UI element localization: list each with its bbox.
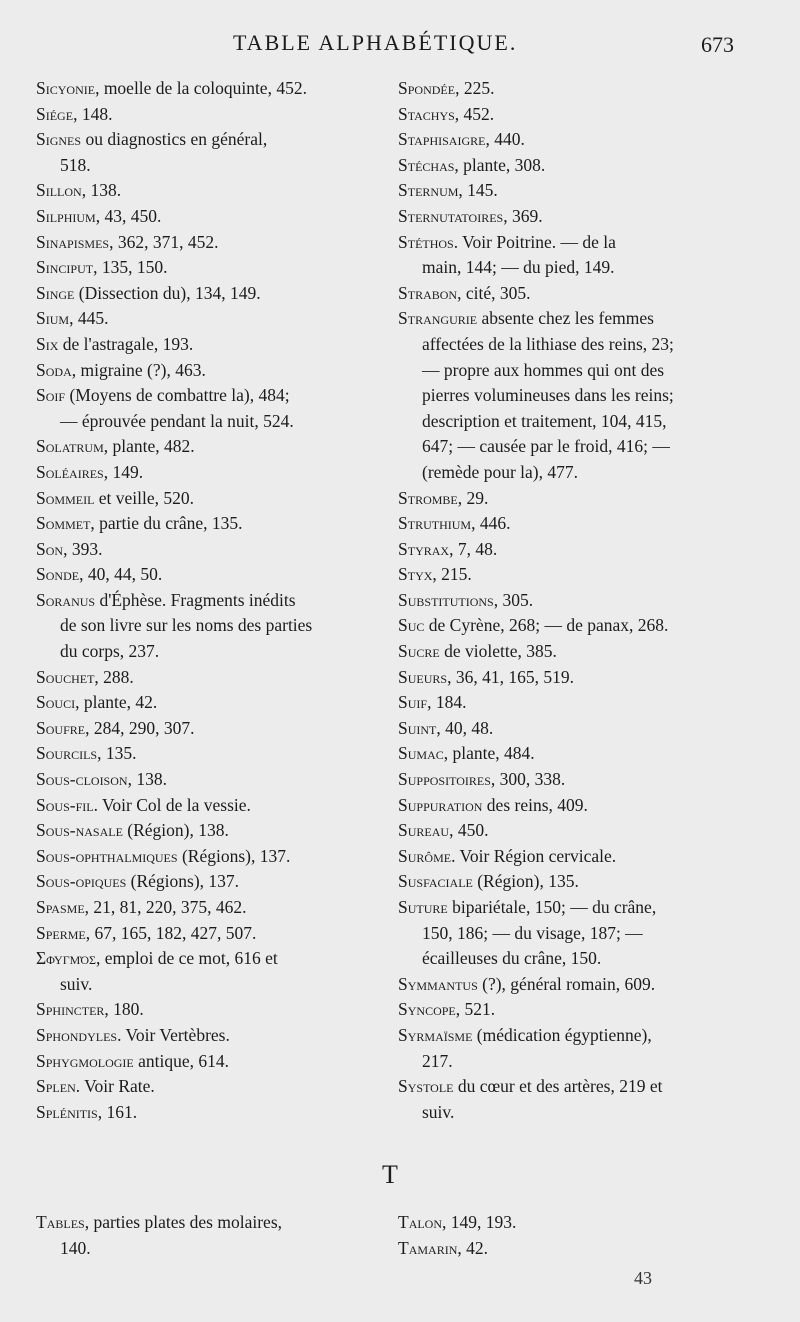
index-entry-line: Strabon, cité, 305. [398, 282, 531, 303]
headword: Sous-cloison [36, 769, 128, 790]
index-entry [36, 511, 381, 537]
headword: Sinciput [36, 257, 94, 278]
index-entry-line: Sommet, partie du crâne, 135. [36, 513, 243, 534]
index-entry-line: Stachys, 452. [398, 103, 495, 124]
index-entry [36, 1100, 381, 1126]
index-entry [36, 460, 381, 486]
headword: Tables [36, 1212, 85, 1232]
index-entry [398, 1074, 743, 1125]
index-entry-line: Spasme, 21, 81, 220, 375, 462. [36, 897, 247, 917]
headword: Souchet [36, 666, 95, 687]
index-entry [36, 997, 381, 1023]
headword: Singe [36, 282, 75, 303]
index-entry-line: Sous-opiques (Régions), 137. [36, 871, 240, 892]
headword: Sous-fil [36, 794, 94, 815]
index-entry-line: Sumac, plante, 484. [398, 743, 535, 764]
index-entry-continuation: 647; — causée par le froid, 416; — [422, 436, 670, 457]
index-entry-line: Suc de Cyrène, 268; — de panax, 268. [398, 615, 669, 636]
index-entry-line: Suif, 184. [398, 692, 467, 713]
section-letter-heading: T [382, 1160, 398, 1189]
headword: Spasme [36, 897, 85, 917]
index-entry-continuation: 217. [422, 1050, 453, 1071]
index-entry-line: Sous-cloison, 138. [36, 769, 167, 790]
index-entry-line: Splénitis, 161. [36, 1101, 138, 1122]
index-entry [36, 562, 381, 588]
index-entry-line: Six de l'astragale, 193. [36, 333, 194, 354]
index-entry [398, 613, 743, 639]
index-entry [398, 306, 743, 485]
headword: Suc [398, 615, 425, 636]
index-entry [398, 741, 743, 767]
index-entry [36, 690, 381, 716]
index-entry-line: Sucre de violette, 385. [398, 641, 557, 662]
headword: Spondée [398, 78, 456, 98]
headword: Sous-ophthalmiques [36, 845, 178, 866]
index-entry-line: Syrmaïsme (médication égyptienne), [398, 1024, 652, 1045]
headword: Sourcils [36, 743, 98, 764]
index-column-left-t [36, 1210, 381, 1261]
index-entry-continuation: suiv. [422, 1101, 455, 1122]
headword: Sous-nasale [36, 820, 123, 841]
index-entry [398, 1023, 743, 1074]
headword: Styx [398, 564, 433, 585]
headword: Sperme [36, 922, 86, 943]
headword: Silphium [36, 205, 96, 226]
headword: Sinapismes [36, 231, 110, 252]
index-entry-line: Sourcils, 135. [36, 743, 137, 764]
index-entry-line: Struthium, 446. [398, 513, 511, 534]
index-entry-line: Souchet, 288. [36, 666, 134, 687]
index-column-right [398, 76, 743, 1125]
index-entry [398, 537, 743, 563]
index-entry [398, 690, 743, 716]
headword: Six [36, 333, 59, 354]
index-entry-line: Singe (Dissection du), 134, 149. [36, 282, 261, 303]
index-entry-line: Suppositoires, 300, 338. [398, 769, 566, 790]
headword: Stéthos [398, 231, 454, 252]
index-entry-continuation: — propre aux hommes qui ont des [422, 359, 665, 380]
index-entry-line: Talon, 149, 193. [398, 1212, 517, 1232]
index-entry-line: Souci, plante, 42. [36, 692, 158, 713]
headword: Susfaciale [398, 871, 473, 892]
headword: Sommet [36, 513, 91, 534]
headword: Strombe [398, 487, 458, 508]
index-entry-continuation: 150, 186; — du visage, 187; — [422, 922, 643, 943]
headword: Substitutions [398, 589, 494, 610]
index-entry [398, 793, 743, 819]
index-entry [36, 588, 381, 665]
index-entry-line: Soléaires, 149. [36, 461, 144, 482]
index-entry-line: Σφυγμός, emploi de ce mot, 616 et [36, 948, 278, 969]
headword: Σφυγμός [36, 948, 96, 969]
index-entry-continuation: — éprouvée pendant la nuit, 524. [60, 410, 294, 431]
headword: Suppuration [398, 794, 483, 815]
index-entry-line: Sternum, 145. [398, 180, 498, 201]
index-entry-continuation: 140. [60, 1237, 91, 1258]
index-entry [36, 332, 381, 358]
index-entry-line: Tamarin, 42. [398, 1237, 488, 1258]
headword: Tamarin [398, 1237, 458, 1258]
index-entry [398, 178, 743, 204]
index-entry-line: Stéchas, plante, 308. [398, 154, 546, 175]
index-entry [36, 716, 381, 742]
index-entry [36, 1210, 381, 1261]
headword: Sureau [398, 820, 450, 841]
index-entry-continuation: du corps, 237. [60, 641, 160, 662]
index-entry [398, 972, 743, 998]
index-entry [398, 869, 743, 895]
headword: Soif [36, 385, 66, 406]
index-entry [36, 76, 381, 102]
index-entry-line: Susfaciale (Région), 135. [398, 871, 579, 892]
headword: Splénitis [36, 1101, 98, 1122]
index-column-right-t [398, 1210, 743, 1261]
index-entry [398, 511, 743, 537]
index-entry [36, 383, 381, 434]
headword: Soufre [36, 717, 86, 738]
index-entry [398, 1210, 743, 1236]
index-entry-line: Soda, migraine (?), 463. [36, 359, 206, 380]
headword: Sumac [398, 743, 444, 764]
headword: Son [36, 538, 64, 559]
headword: Suture [398, 897, 448, 917]
index-entry [398, 127, 743, 153]
headword: Sphygmologie [36, 1050, 134, 1071]
index-entry [36, 127, 381, 178]
index-entry-line: Signes ou diagnostics en général, [36, 129, 268, 150]
index-entry [398, 639, 743, 665]
index-entry-continuation: description et traitement, 104, 415, [422, 410, 667, 431]
index-entry-line: Sureau, 450. [398, 820, 489, 841]
headword: Syncope [398, 999, 456, 1020]
index-entry [36, 1074, 381, 1100]
index-entry-line: Staphisaigre, 440. [398, 129, 525, 150]
index-entry-line: Sommeil et veille, 520. [36, 487, 195, 508]
index-entry [398, 844, 743, 870]
index-entry-line: Sphondyles. Voir Vertèbres. [36, 1024, 230, 1045]
index-entry [36, 818, 381, 844]
index-entry-line: Sium, 445. [36, 308, 109, 329]
index-entry [398, 997, 743, 1023]
index-entry [36, 204, 381, 230]
headword: Sucre [398, 641, 440, 662]
index-entry-line: Suture bipariétale, 150; — du crâne, [398, 897, 657, 917]
index-entry [36, 869, 381, 895]
index-entry-line: Siége, 148. [36, 103, 113, 124]
headword: Solatrum [36, 436, 104, 457]
index-entry-continuation: suiv. [60, 973, 93, 994]
index-entry-continuation: 518. [60, 154, 91, 175]
index-entry-line: Stéthos. Voir Poitrine. — de la [398, 231, 616, 252]
index-entry-line: Suint, 40, 48. [398, 717, 494, 738]
index-entry [398, 76, 743, 102]
index-entry [36, 434, 381, 460]
headword: Struthium [398, 513, 472, 534]
headword: Sommeil [36, 487, 95, 508]
index-entry-line: Sinciput, 135, 150. [36, 257, 168, 278]
headword: Sonde [36, 564, 80, 585]
index-entry [398, 102, 743, 128]
index-entry-line: Sternutatoires, 369. [398, 205, 543, 226]
headword: Sous-opiques [36, 871, 127, 892]
index-entry [398, 767, 743, 793]
headword: Suppositoires [398, 769, 491, 790]
index-entry-line: Sphygmologie antique, 614. [36, 1050, 229, 1071]
index-entry [36, 1049, 381, 1075]
index-entry [36, 102, 381, 128]
index-entry-line: Soufre, 284, 290, 307. [36, 717, 195, 738]
index-entry [398, 1236, 743, 1262]
index-entry [36, 895, 381, 921]
page-title: TABLE ALPHABÉTIQUE. [233, 30, 518, 55]
index-entry-line: Strombe, 29. [398, 487, 489, 508]
index-entry [398, 716, 743, 742]
index-entry [36, 946, 381, 997]
headword: Sueurs [398, 666, 448, 687]
index-entry [36, 793, 381, 819]
index-entry-line: Styrax, 7, 48. [398, 538, 498, 559]
headword: Sicyonie [36, 78, 96, 98]
index-entry-continuation: (remède pour la), 477. [422, 461, 578, 482]
index-entry-line: Sous-nasale (Région), 138. [36, 820, 229, 841]
index-entry-line: Soranus d'Éphèse. Fragments inédits [36, 589, 296, 610]
index-entry-line: Sphincter, 180. [36, 999, 144, 1020]
index-entry [36, 255, 381, 281]
headword: Suif [398, 692, 428, 713]
index-entry-line: Sicyonie, moelle de la coloquinte, 452. [36, 78, 307, 98]
headword: Sphondyles [36, 1024, 118, 1045]
index-entry [36, 281, 381, 307]
index-entry-line: Tables, parties plates des molaires, [36, 1212, 283, 1232]
index-entry-line: Soif (Moyens de combattre la), 484; [36, 385, 290, 406]
index-entry [36, 665, 381, 691]
headword: Talon [398, 1212, 443, 1232]
headword: Splen [36, 1076, 76, 1097]
index-entry-line: Sous-fil. Voir Col de la vessie. [36, 794, 251, 815]
headword: Sphincter [36, 999, 105, 1020]
index-entry-line: Silphium, 43, 450. [36, 205, 162, 226]
index-entry-line: Sonde, 40, 44, 50. [36, 564, 163, 585]
headword: Staphisaigre [398, 129, 486, 150]
index-entry-line: Solatrum, plante, 482. [36, 436, 195, 457]
index-column-left [36, 76, 381, 1125]
index-entry [36, 844, 381, 870]
headword: Syrmaïsme [398, 1024, 473, 1045]
index-entry-line: Surôme. Voir Région cervicale. [398, 845, 617, 866]
index-entry-line: Syncope, 521. [398, 999, 496, 1020]
index-entry [398, 562, 743, 588]
headword: Suint [398, 717, 437, 738]
index-entry [398, 204, 743, 230]
headword: Sternum [398, 180, 459, 201]
index-entry-line: Substitutions, 305. [398, 589, 534, 610]
index-entry-line: Symmantus (?), général romain, 609. [398, 973, 656, 994]
index-entry [36, 921, 381, 947]
index-entry [398, 588, 743, 614]
headword: Soranus [36, 589, 96, 610]
running-head [0, 30, 800, 62]
index-entry-line: Sous-ophthalmiques (Régions), 137. [36, 845, 291, 866]
index-entry-continuation: pierres volumineuses dans les reins; [422, 385, 674, 406]
headword: Sternutatoires [398, 205, 504, 226]
signature-mark: 43 [634, 1268, 652, 1288]
index-entry [398, 153, 743, 179]
headword: Stéchas [398, 154, 455, 175]
index-entry-line: Splen. Voir Rate. [36, 1076, 155, 1097]
index-entry [36, 741, 381, 767]
headword: Styrax [398, 538, 450, 559]
headword: Stachys [398, 103, 455, 124]
index-entry [36, 178, 381, 204]
index-entry [36, 486, 381, 512]
index-entry [398, 230, 743, 281]
headword: Signes [36, 129, 82, 150]
index-entry-line: Suppuration des reins, 409. [398, 794, 588, 815]
index-entry-continuation: main, 144; — du pied, 149. [422, 257, 615, 278]
headword: Souci [36, 692, 76, 713]
index-entry-line: Sinapismes, 362, 371, 452. [36, 231, 219, 252]
index-entry [36, 306, 381, 332]
index-entry-continuation: écailleuses du crâne, 150. [422, 948, 602, 969]
index-entry-line: Sperme, 67, 165, 182, 427, 507. [36, 922, 257, 943]
index-entry [398, 281, 743, 307]
index-entry [398, 895, 743, 972]
index-entry-line: Styx, 215. [398, 564, 472, 585]
index-entry [398, 486, 743, 512]
headword: Soléaires [36, 461, 104, 482]
index-entry-line: Systole du cœur et des artères, 219 et [398, 1076, 663, 1097]
index-entry-line: Spondée, 225. [398, 78, 495, 98]
index-entry [398, 665, 743, 691]
headword: Strabon [398, 282, 458, 303]
index-entry-line: Sueurs, 36, 41, 165, 519. [398, 666, 574, 687]
page-number: 673 [701, 32, 734, 57]
headword: Soda [36, 359, 72, 380]
index-entry-continuation: de son livre sur les noms des parties [60, 615, 313, 636]
headword: Symmantus [398, 973, 478, 994]
index-entry [36, 1023, 381, 1049]
headword: Sium [36, 308, 70, 329]
headword: Siége [36, 103, 74, 124]
index-entry-continuation: affectées de la lithiase des reins, 23; [422, 333, 674, 354]
index-entry [36, 358, 381, 384]
index-entry [398, 818, 743, 844]
index-entry-line: Sillon, 138. [36, 180, 122, 201]
index-entry-line: Son, 393. [36, 538, 103, 559]
index-entry-line: Strangurie absente chez les femmes [398, 308, 654, 329]
headword: Strangurie [398, 308, 478, 329]
index-entry [36, 537, 381, 563]
headword: Surôme [398, 845, 452, 866]
index-entry [36, 230, 381, 256]
headword: Sillon [36, 180, 82, 201]
index-entry [36, 767, 381, 793]
headword: Systole [398, 1076, 454, 1097]
